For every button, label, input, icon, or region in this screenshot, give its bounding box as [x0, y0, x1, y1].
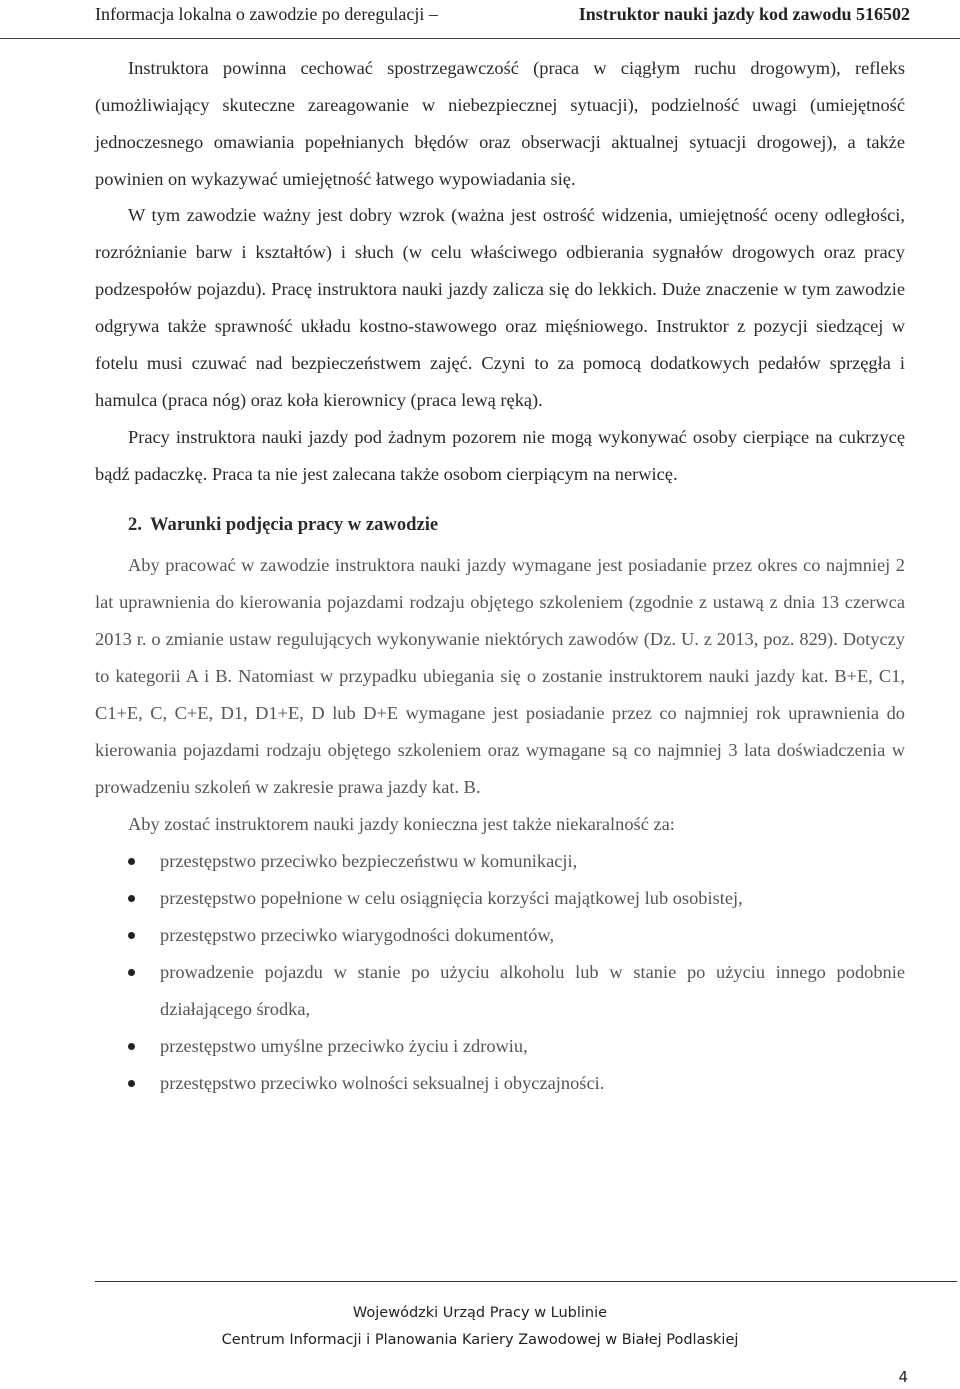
- list-item: [95, 917, 905, 954]
- list-item-text: przestępstwo umyślne przeciwko życiu i zdrowiu,: [160, 1036, 528, 1056]
- section-heading: [95, 506, 905, 543]
- page-header: [0, 0, 960, 39]
- section-title: Warunki podjęcia pracy w zawodzie: [149, 514, 439, 535]
- bullet-icon: [128, 932, 135, 939]
- bullet-icon: [128, 1080, 135, 1087]
- bullet-icon: [128, 858, 135, 865]
- list-item-text: przestępstwo przeciwko wolności seksualnej i obyczajności.: [160, 1073, 605, 1093]
- page-number: 4: [898, 1368, 908, 1386]
- list-intro: Aby zostać instruktorem nauki jazdy konieczna jest także niekaralność za:: [128, 814, 675, 834]
- paragraph-2: W tym zawodzie ważny jest dobry wzrok (ważna jest ostrość widzenia, umiejętność oceny odległości, rozróżnianie barw i kształtów) i słuch (w celu właściwego odbierania sygnałów drogowych oraz pracy podzespołów pojazdu). Pracę instruktora nauki jazdy zalicza się do lekkich. Duże znaczenie w tym zawodzie odgrywa także sprawność układu kostno-stawowego oraz mięśniowego. Instruktor z pozycji siedzącej w fotelu musi czuwać nad bezpieczeństwem zajęć. Czyni to za pomocą dodatkowych pedałów sprzęgła i hamulca (praca nóg) oraz koła kierownicy (praca lewą ręką).: [95, 205, 905, 410]
- requirements-list: [95, 843, 905, 1102]
- header-occupation-title: Instruktor nauki jazdy kod zawodu 516502: [578, 4, 910, 24]
- section-number: 2.: [128, 514, 142, 535]
- list-item: [95, 954, 905, 1028]
- bullet-icon: [128, 1043, 135, 1050]
- section-paragraph-1: Aby pracować w zawodzie instruktora nauki jazdy wymagane jest posiadanie przez okres co najmniej 2 lat uprawnienia do kierowania pojazdami rodzaju objętego szkoleniem (zgodnie z ustawą z dnia 13 czerwca 2013 r. o zmianie ustaw regulujących wykonywanie niektórych zawodów (Dz. U. z 2013, poz. 829). Dotyczy to kategorii A i B. Natomiast w przypadku ubiegania się o zostanie instruktorem nauki jazdy kat. B+E, C1, C1+E, C, C+E, D1, D1+E, D lub D+E wymagane jest posiadanie przez co najmniej rok uprawnienia do kierowania pojazdami rodzaju objętego szkoleniem oraz wymagane są co najmniej 3 lata doświadczenia w prowadzeniu szkoleń w zakresie prawa jazdy kat. B.: [95, 555, 905, 797]
- page-content: [95, 50, 905, 1102]
- footer-line-1: Wojewódzki Urząd Pracy w Lublinie: [352, 1305, 608, 1321]
- page-footer: [0, 1300, 960, 1354]
- list-item-text: prowadzenie pojazdu w stanie po użyciu alkoholu lub w stanie po użyciu innego podobnie działającego środka,: [160, 962, 905, 1019]
- paragraph-3: Pracy instruktora nauki jazdy pod żadnym pozorem nie mogą wykonywać osoby cierpiące na cukrzycę bądź padaczkę. Praca ta nie jest zalecana także osobom cierpiącym na nerwicę.: [95, 427, 905, 484]
- header-doc-title: Informacja lokalna o zawodzie po deregulacji –: [95, 4, 438, 24]
- footer-line-2: Centrum Informacji i Planowania Kariery Zawodowej w Białej Podlaskiej: [221, 1332, 739, 1348]
- list-item-text: przestępstwo przeciwko wiarygodności dokumentów,: [160, 925, 555, 945]
- list-item: [95, 1028, 905, 1065]
- list-item: [95, 880, 905, 917]
- list-item: [95, 1065, 905, 1102]
- list-item-text: przestępstwo popełnione w celu osiągnięcia korzyści majątkowej lub osobistej,: [160, 888, 743, 908]
- list-item: [95, 843, 905, 880]
- bullet-icon: [128, 969, 135, 976]
- bullet-icon: [128, 895, 135, 902]
- paragraph-1: Instruktora powinna cechować spostrzegawczość (praca w ciągłym ruchu drogowym), refleks (umożliwiający skuteczne zareagowanie w niebezpiecznej sytuacji), podzielność uwagi (umiejętność jednoczesnego omawiania popełnianych błędów oraz obserwacji aktualnej sytuacji drogowej), a także powinien on wykazywać umiejętność łatwego wypowiadania się.: [95, 58, 905, 189]
- list-item-text: przestępstwo przeciwko bezpieczeństwu w komunikacji,: [160, 851, 578, 871]
- footer-divider: [95, 1281, 957, 1282]
